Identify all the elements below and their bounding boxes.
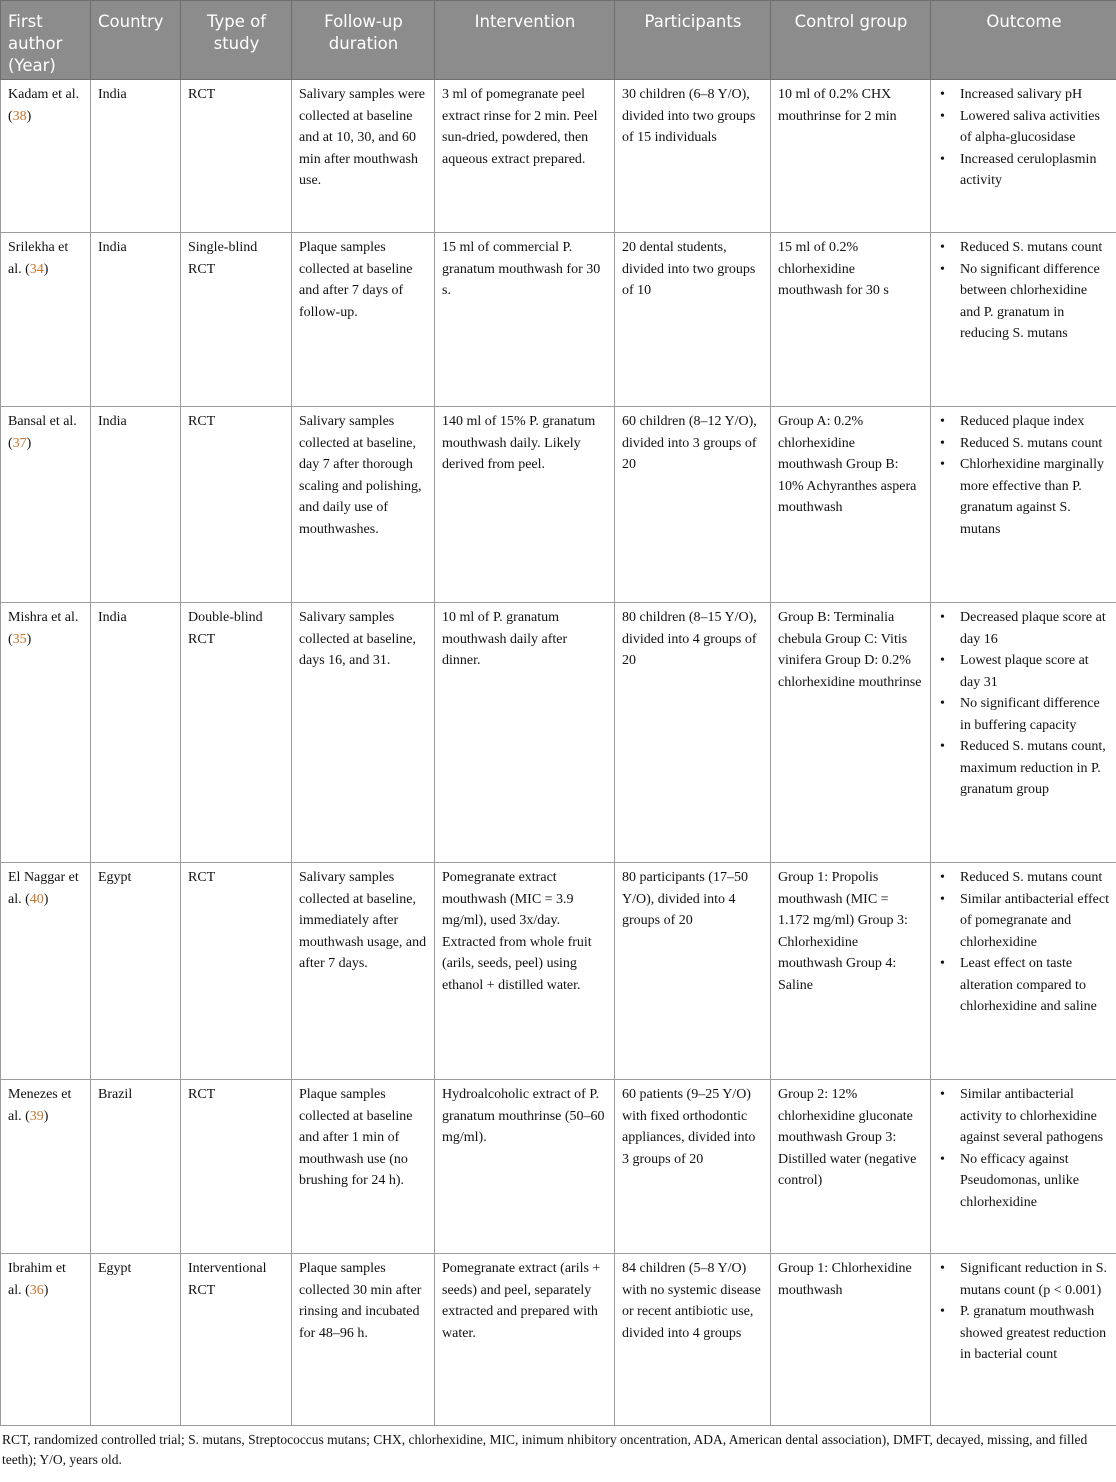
cell-followup: Salivary samples were collected at baseline and at 10, 30, and 60 min after mouthwash use.: [292, 80, 435, 233]
cell-type: RCT: [181, 1080, 292, 1254]
header-country: Country: [91, 1, 181, 80]
cell-control: Group 1: Chlorhexidine mouthwash: [771, 1254, 931, 1426]
cell-followup: Plaque samples collected 30 min after rinsing and incubated for 48–96 h.: [292, 1254, 435, 1426]
cell-participants: 20 dental students, divided into two groups of 10: [615, 233, 771, 407]
author-text: El Naggar et al. (: [8, 870, 79, 907]
author-text: Bansal et al. (: [8, 414, 77, 451]
cell-outcome: [931, 233, 1116, 407]
header-follow-up: Follow-up duration: [292, 1, 435, 80]
cell-outcome: [931, 603, 1116, 863]
reference-link[interactable]: 36: [29, 1282, 44, 1298]
author-text-end: ): [43, 1282, 49, 1298]
cell-type: Interventional RCT: [181, 1254, 292, 1426]
author-text: Srilekha et al. (: [8, 240, 69, 277]
cell-participants: 30 children (6–8 Y/O), divided into two groups of 15 individuals: [615, 80, 771, 233]
table-row: [1, 1080, 1116, 1254]
cell-type: RCT: [181, 863, 292, 1080]
author-text: Ibrahim et al. (: [8, 1261, 66, 1298]
header-first-author: First author (Year): [1, 1, 91, 80]
cell-author: [1, 233, 91, 407]
outcome-list: [938, 867, 1109, 1018]
outcome-item: • Increased salivary pH: [960, 84, 1109, 106]
cell-followup: Plaque samples collected at baseline and after 1 min of mouthwash use (no brushing for 24 h).: [292, 1080, 435, 1254]
cell-author: [1, 1080, 91, 1254]
cell-participants: 60 patients (9–25 Y/O) with fixed orthodontic appliances, divided into 3 groups of 20: [615, 1080, 771, 1254]
table-row: [1, 603, 1116, 863]
table-row: [1, 407, 1116, 603]
cell-country: Egypt: [91, 1254, 181, 1426]
header-participants: Participants: [615, 1, 771, 80]
outcome-item: • No significant difference in buffering capacity: [960, 693, 1109, 736]
author-text-end: ): [26, 435, 32, 451]
cell-author: [1, 80, 91, 233]
author-text: Menezes et al. (: [8, 1087, 72, 1124]
reference-link[interactable]: 37: [12, 435, 27, 451]
cell-control: Group B: Terminalia chebula Group C: Vitis vinifera Group D: 0.2% chlorhexidine mouthrinse: [771, 603, 931, 863]
cell-followup: Salivary samples collected at baseline, days 16, and 31.: [292, 603, 435, 863]
header-type-of-study: Type of study: [181, 1, 292, 80]
cell-author: [1, 863, 91, 1080]
reference-link[interactable]: 40: [29, 891, 44, 907]
outcome-list: [938, 237, 1109, 345]
outcome-item: • Least effect on taste alteration compared to chlorhexidine and saline: [960, 953, 1109, 1018]
cell-type: Double-blind RCT: [181, 603, 292, 863]
author-text-end: ): [43, 1108, 49, 1124]
cell-control: Group 2: 12% chlorhexidine gluconate mouthwash Group 3: Distilled water (negative control): [771, 1080, 931, 1254]
cell-outcome: [931, 407, 1116, 603]
cell-followup: Salivary samples collected at baseline, immediately after mouthwash usage, and after 7 days.: [292, 863, 435, 1080]
reference-link[interactable]: 39: [29, 1108, 44, 1124]
cell-intervention: 15 ml of commercial P. granatum mouthwash for 30 s.: [435, 233, 615, 407]
outcome-item: • No significant difference between chlorhexidine and P. granatum in reducing S. mutans: [960, 259, 1109, 345]
outcome-item: • Decreased plaque score at day 16: [960, 607, 1109, 650]
outcome-item: • Reduced plaque index: [960, 411, 1109, 433]
outcome-item: • Reduced S. mutans count: [960, 867, 1109, 889]
outcome-item: • Similar antibacterial effect of pomegranate and chlorhexidine: [960, 889, 1109, 954]
outcome-item: • Increased ceruloplasmin activity: [960, 149, 1109, 192]
cell-intervention: Pomegranate extract mouthwash (MIC = 3.9 mg/ml), used 3x/day. Extracted from whole fruit (arils, seeds, peel) using ethanol + distilled water.: [435, 863, 615, 1080]
cell-outcome: [931, 80, 1116, 233]
outcome-item: • Chlorhexidine marginally more effective than P. granatum against S. mutans: [960, 454, 1109, 540]
reference-link[interactable]: 34: [29, 261, 44, 277]
table-header-row: [1, 1, 1116, 80]
reference-link[interactable]: 35: [12, 631, 27, 647]
table-row: [1, 863, 1116, 1080]
cell-control: 10 ml of 0.2% CHX mouthrinse for 2 min: [771, 80, 931, 233]
outcome-item: • Reduced S. mutans count: [960, 433, 1109, 455]
cell-control: 15 ml of 0.2% chlorhexidine mouthwash for 30 s: [771, 233, 931, 407]
cell-participants: 80 participants (17–50 Y/O), divided into 4 groups of 20: [615, 863, 771, 1080]
cell-type: RCT: [181, 407, 292, 603]
cell-control: Group A: 0.2% chlorhexidine mouthwash Group B: 10% Achyranthes aspera mouthwash: [771, 407, 931, 603]
header-control-group: Control group: [771, 1, 931, 80]
cell-participants: 84 children (5–8 Y/O) with no systemic disease or recent antibiotic use, divided into 4 groups: [615, 1254, 771, 1426]
outcome-list: [938, 1258, 1109, 1366]
cell-intervention: 140 ml of 15% P. granatum mouthwash daily. Likely derived from peel.: [435, 407, 615, 603]
cell-followup: Plaque samples collected at baseline and after 7 days of follow-up.: [292, 233, 435, 407]
table-row: [1, 1254, 1116, 1426]
cell-author: [1, 603, 91, 863]
cell-country: Brazil: [91, 1080, 181, 1254]
outcome-list: [938, 607, 1109, 801]
cell-outcome: [931, 863, 1116, 1080]
cell-intervention: Hydroalcoholic extract of P. granatum mouthrinse (50–60 mg/ml).: [435, 1080, 615, 1254]
author-text: Kadam et al. (: [8, 87, 80, 124]
header-intervention: Intervention: [435, 1, 615, 80]
cell-outcome: [931, 1080, 1116, 1254]
cell-intervention: Pomegranate extract (arils + seeds) and peel, separately extracted and prepared with water.: [435, 1254, 615, 1426]
cell-country: India: [91, 603, 181, 863]
reference-link[interactable]: 38: [12, 108, 27, 124]
cell-outcome: [931, 1254, 1116, 1426]
cell-type: Single-blind RCT: [181, 233, 292, 407]
cell-participants: 80 children (8–15 Y/O), divided into 4 groups of 20: [615, 603, 771, 863]
outcome-list: [938, 411, 1109, 540]
table-footnote: RCT, randomized controlled trial; S. mutans, Streptococcus mutans; CHX, chlorhexidine, MIC, inimum nhibitory oncentration, ADA, American dental association), DMFT, decayed, missing, and filled teeth); Y/O, years old.: [2, 1432, 1088, 1467]
author-text-end: ): [26, 631, 32, 647]
cell-type: RCT: [181, 80, 292, 233]
cell-intervention: 10 ml of P. granatum mouthwash daily after dinner.: [435, 603, 615, 863]
cell-country: Egypt: [91, 863, 181, 1080]
outcome-item: • Lowered saliva activities of alpha-glucosidase: [960, 106, 1109, 149]
header-outcome: Outcome: [931, 1, 1116, 80]
cell-intervention: 3 ml of pomegranate peel extract rinse for 2 min. Peel sun-dried, powdered, then aqueous extract prepared.: [435, 80, 615, 233]
author-text-end: ): [43, 891, 49, 907]
cell-author: [1, 1254, 91, 1426]
outcome-item: • No efficacy against Pseudomonas, unlike chlorhexidine: [960, 1149, 1109, 1214]
table-row: [1, 80, 1116, 233]
outcome-item: • Reduced S. mutans count: [960, 237, 1109, 259]
author-text: Mishra et al. (: [8, 610, 79, 647]
outcome-item: • Lowest plaque score at day 31: [960, 650, 1109, 693]
cell-country: India: [91, 80, 181, 233]
outcome-list: [938, 1084, 1109, 1213]
author-text-end: ): [26, 108, 32, 124]
outcome-item: • Similar antibacterial activity to chlorhexidine against several pathogens: [960, 1084, 1109, 1149]
cell-country: India: [91, 233, 181, 407]
author-text-end: ): [43, 261, 49, 277]
cell-country: India: [91, 407, 181, 603]
cell-author: [1, 407, 91, 603]
cell-followup: Salivary samples collected at baseline, day 7 after thorough scaling and polishing, and daily use of mouthwashes.: [292, 407, 435, 603]
cell-participants: 60 children (8–12 Y/O), divided into 3 groups of 20: [615, 407, 771, 603]
outcome-item: • Reduced S. mutans count, maximum reduction in P. granatum group: [960, 736, 1109, 801]
cell-control: Group 1: Propolis mouthwash (MIC = 1.172 mg/ml) Group 3: Chlorhexidine mouthwash Group 4: Saline: [771, 863, 931, 1080]
outcome-item: • P. granatum mouthwash showed greatest reduction in bacterial count: [960, 1301, 1109, 1366]
table-row: [1, 233, 1116, 407]
outcome-item: • Significant reduction in S. mutans count (p < 0.001): [960, 1258, 1109, 1301]
outcome-list: [938, 84, 1109, 192]
